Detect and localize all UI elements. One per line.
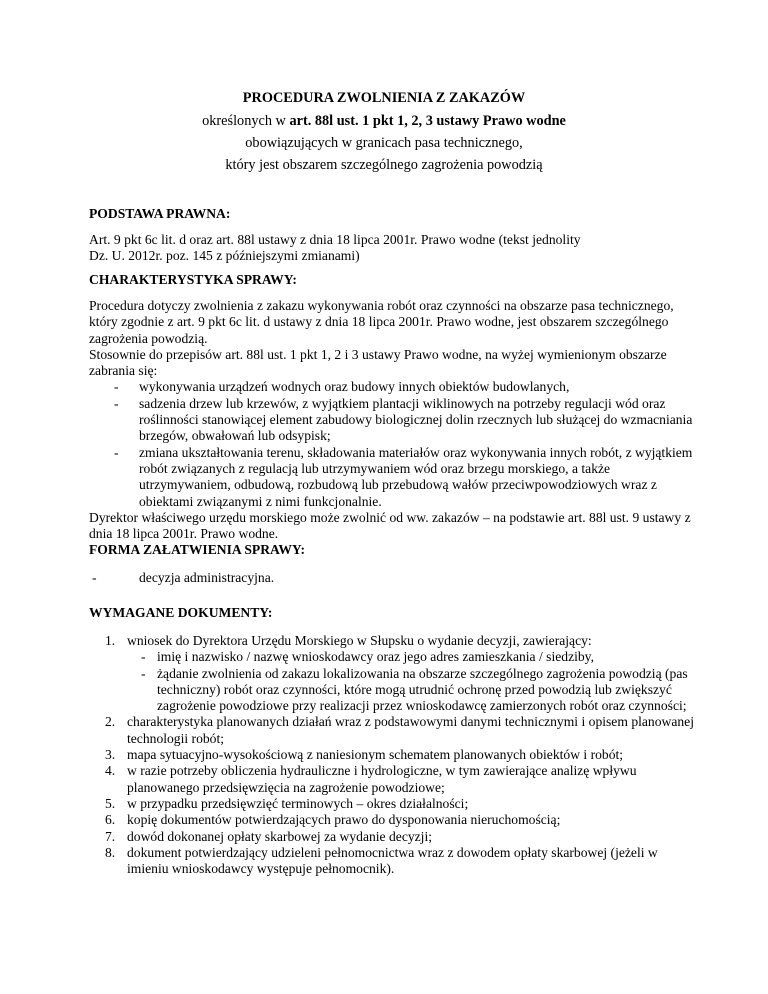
- legal-basis-line-2: Dz. U. 2012r. poz. 145 z późniejszymi zmianami): [89, 248, 360, 264]
- list-item: - zmiana ukształtowania terenu, składowania materiałów oraz wykonywania innych robót, z wyjątkiem robót związanych z regulacją lub utrzymywaniem wód oraz brzegu morskiego, a także utrzymywaniem, odbudową, rozbudową lub przebudową wałów przeciwpowodziowych wraz z obiektami związanymi z nimi funkcjonalnie.: [114, 444, 693, 509]
- list-item: - imię i nazwisko / nazwę wnioskodawcy oraz jego adres zamieszkania / siedziby,: [141, 649, 594, 665]
- list-item: 6. kopię dokumentów potwierdzających prawo do dysponowania nieruchomością;: [105, 812, 561, 828]
- list-item: 4. w razie potrzeby obliczenia hydrauliczne i hydrologiczne, w tym zawierające analizę wpływu planowanego przedsięwzięcia na zagrożenie powodziowe;: [105, 763, 637, 795]
- documents-heading: WYMAGANE DOKUMENTY:: [89, 605, 273, 620]
- list-item: - wykonywania urządzeń wodnych oraz budowy innych obiektów budowlanych,: [114, 379, 570, 395]
- list-item: 2. charakterystyka planowanych działań wraz z podstawowymi danymi technicznymi i opisem planowanej technologii robót;: [105, 714, 694, 746]
- application-contents-list: [127, 649, 695, 714]
- legal-basis-line-1: Art. 9 pkt 6c lit. d oraz art. 88l ustawy z dnia 18 lipca 2001r. Prawo wodne (tekst jednolity: [89, 232, 581, 247]
- document-title: PROCEDURA ZWOLNIENIA Z ZAKAZÓW: [242, 90, 526, 106]
- characteristics-intro: Procedura dotyczy zwolnienia z zakazu wykonywania robót oraz czynności na obszarze pasa technicznego, który zgodnie z art. 9 pkt 6c lit. d ustawy z dnia 18 lipca 2001r. Prawo wodne, jest obszarem szczególnego zagrożenia powodzią.: [89, 298, 674, 346]
- documents-section: [89, 605, 695, 877]
- header-line-4: który jest obszarem szczególnego zagrożenia powodzią: [225, 157, 543, 173]
- list-item: 7. dowód dokonanej opłaty skarbowej za wydanie decyzji;: [105, 828, 433, 844]
- form-heading: FORMA ZAŁATWIENIA SPRAWY:: [89, 542, 306, 557]
- document-header: [0, 87, 768, 176]
- list-item: - sadzenia drzew lub krzewów, z wyjątkiem plantacji wiklinowych na potrzeby regulacji wód oraz roślinności stanowiącej element zabudowy biologicznej dolin rzecznych lub służącej do wzmacniania brzegów, obwałowań lub odsypisk;: [114, 395, 693, 444]
- legal-basis-heading: PODSTAWA PRAWNA:: [89, 206, 231, 221]
- form-value: decyzja administracyjna.: [139, 570, 275, 585]
- list-item: 1. wniosek do Dyrektora Urzędu Morskiego w Słupsku o wydanie decyzji, zawierający: - imię i nazwisko / nazwę wnioskodawcy oraz jego adres zamieszkania / siedziby, - żądanie zwolnienia od zakazu lokalizowania na obszarze szczególnego zagrożenia powodzią (pas techniczny) robót oraz czynności, które mogą utrudnić ochronę przed powodzią lub zwiększyć zagrożenie powodziowe przy realizacji przez wnioskodawcę zamierzonych robót oraz czynności;: [89, 633, 695, 714]
- header-line-2: [0, 110, 768, 132]
- characteristics-section: [89, 272, 693, 542]
- characteristics-heading: CHARAKTERYSTYKA SPRAWY:: [89, 272, 297, 287]
- list-item: 8. dokument potwierdzający udzieleni pełnomocnictwa wraz z dowodem opłaty skarbowej (jeżeli w imieniu wnioskodawcy występuje pełnomocnik).: [105, 844, 658, 877]
- header-line-3: obowiązujących w granicach pasa technicznego,: [245, 135, 523, 151]
- prohibitions-list: [89, 379, 693, 509]
- list-item: 3. mapa sytuacyjno-wysokościową z naniesionym schematem planowanych obiektów i robót;: [105, 747, 624, 763]
- list-item: 5. w przypadku przedsięwzięć terminowych – okres działalności;: [105, 795, 469, 811]
- header-line-2-legal-reference: art. 88l ust. 1 pkt 1, 2, 3 ustawy Prawo wodne: [289, 113, 566, 129]
- legal-basis-section: [89, 206, 689, 265]
- list-item: - żądanie zwolnienia od zakazu lokalizowania na obszarze szczególnego zagrożenia powodzią (pas techniczny) robót oraz czynności, które mogą utrudnić ochronę przed powodzią lub zwiększyć zagrożenie powodziowe przy realizacji przez wnioskodawcę zamierzonych robót oraz czynności;: [141, 665, 688, 714]
- characteristics-closing: Dyrektor właściwego urzędu morskiego może zwolnić od ww. zakazów – na podstawie art. 88l ust. 9 ustawy z dnia 18 lipca 2001r. Prawo wodne.: [89, 509, 691, 542]
- list-item: - decyzja administracyjna.: [92, 570, 275, 585]
- required-documents-list: [89, 633, 695, 877]
- characteristics-lead: Stosownie do przepisów art. 88l ust. 1 pkt 1, 2 i 3 ustawy Prawo wodne, na wyżej wymienionym obszarze zabrania się:: [89, 346, 667, 379]
- form-section: [89, 542, 689, 586]
- header-line-2-prefix: określonych w: [202, 113, 286, 129]
